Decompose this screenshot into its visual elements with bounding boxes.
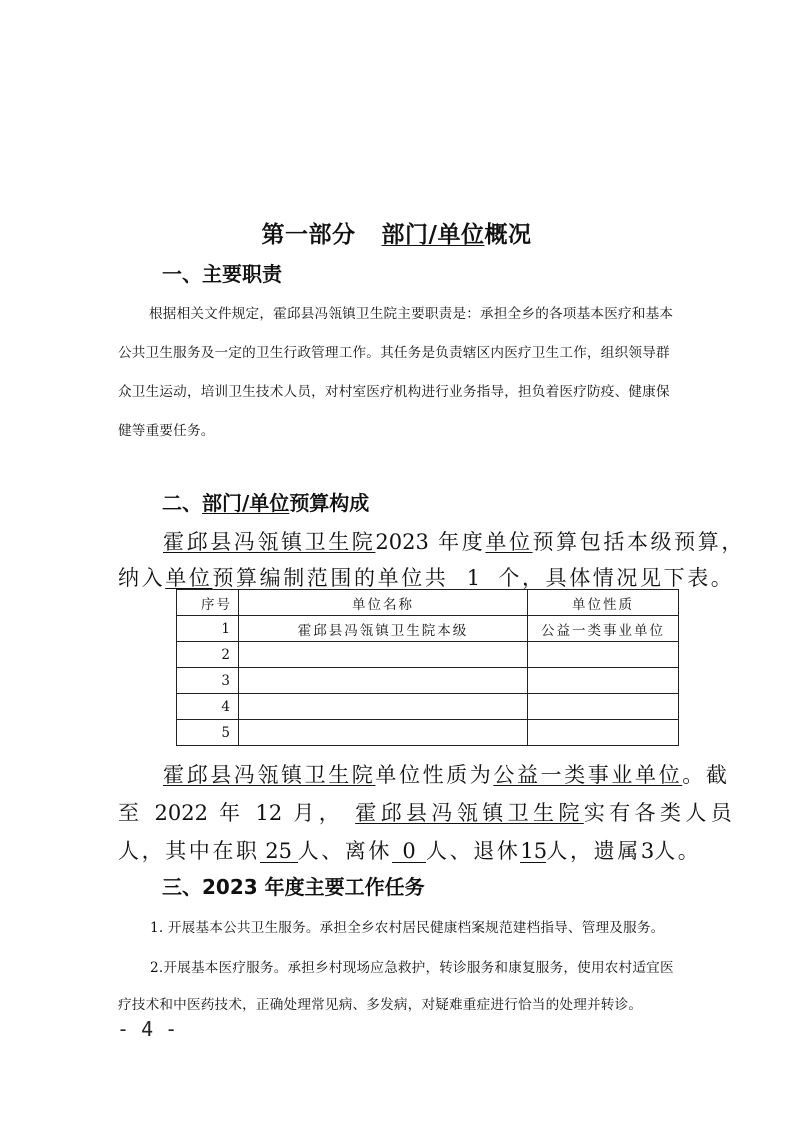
body-line: 公共卫生服务及一定的卫生行政管理工作。其任务是负责辖区内医疗卫生工作，组织领导群 [118, 345, 670, 361]
staffing-paragraph-line-2 [118, 797, 736, 827]
task-item-2-line-2: 疗技术和中医药技术，正确处理常见病、多发病，对疑难重症进行恰当的处理并转诊。 [118, 997, 643, 1013]
unit-word: 单位 [485, 530, 533, 554]
cell-nature [528, 720, 679, 746]
unit-name: 霍邱县冯瓴镇卫生院 [163, 763, 376, 787]
text: 人、退休 [426, 839, 521, 863]
text: 年度 [438, 530, 486, 554]
in-service-count: 25 [260, 840, 298, 863]
text: 单位性质为 [375, 763, 494, 787]
cell-nature: 公益一类事业单位 [528, 616, 679, 642]
month: 12 [255, 801, 283, 825]
unit-name: 霍邱县冯瓴镇卫生院 [355, 801, 584, 825]
text: 人、离休 [297, 839, 393, 863]
retired-count: 15 [520, 839, 548, 863]
cell-name: 霍邱县冯瓴镇卫生院本级 [239, 616, 528, 642]
budget-year: 2023 [375, 530, 429, 554]
text: 纳入 [118, 566, 166, 590]
table-row [177, 642, 679, 668]
cell-nature [528, 668, 679, 694]
text: 预算包括本级预算， [532, 530, 745, 554]
cell-name [239, 720, 528, 746]
text: 预算编制范围的单位共 [212, 566, 449, 590]
cell-nature [528, 694, 679, 720]
cell-no: 4 [177, 694, 239, 720]
part-title-prefix: 第一部分 [261, 222, 356, 248]
text: 实有各类人员 [583, 801, 737, 825]
staffing-paragraph-line-1 [163, 759, 729, 789]
table-row [177, 694, 679, 720]
section-heading-work-tasks: 三、2023 年度主要工作任务 [162, 875, 425, 899]
cell-no: 5 [177, 720, 239, 746]
survivors-count: 3 [640, 839, 655, 863]
heading-underlined: 部门/单位 [202, 491, 290, 515]
table-row [177, 720, 679, 746]
body-line: 根据相关文件规定，霍邱县冯瓴镇卫生院主要职责是：承担全乡的各项基本医疗和基本 [149, 306, 674, 322]
retired-cadre-count: 0 [392, 840, 426, 863]
cell-no: 1 [177, 616, 239, 642]
header-no: 序号 [177, 590, 239, 616]
table-row [177, 668, 679, 694]
part-title-underlined: 部门/单位 [381, 222, 485, 248]
unit-word: 单位 [165, 566, 213, 590]
budget-paragraph-line-1 [163, 526, 745, 556]
cell-name [239, 642, 528, 668]
staffing-paragraph-line-3 [118, 835, 701, 865]
year: 2022 [154, 801, 208, 825]
unit-name: 霍邱县冯瓴镇卫生院 [163, 530, 376, 554]
table-row [177, 616, 679, 642]
cell-name [239, 694, 528, 720]
page-number: - 4 - [117, 1017, 178, 1041]
cell-no: 2 [177, 642, 239, 668]
text: 年 [219, 801, 245, 825]
section-heading-responsibilities: 一、主要职责 [162, 262, 282, 286]
text: 至 [118, 801, 144, 825]
unit-nature: 公益一类事业单位 [493, 763, 683, 787]
text: 月， [293, 801, 345, 825]
section-heading-budget-composition [162, 487, 369, 516]
text: 人。 [654, 839, 702, 863]
text: 。截 [682, 763, 730, 787]
cell-nature [528, 642, 679, 668]
heading-prefix: 二、 [162, 491, 202, 515]
budget-paragraph-line-2 [118, 562, 734, 592]
unit-count: 1 [448, 567, 498, 590]
header-name: 单位名称 [239, 590, 528, 616]
task-item-1: 1. 开展基本公共卫生服务。承担全乡农村居民健康档案规范建档指导、管理及服务。 [150, 920, 665, 936]
table-header-row [177, 590, 679, 616]
body-line: 众卫生运动，培训卫生技术人员，对村室医疗机构进行业务指导，担负着医疗防疫、健康保 [118, 384, 670, 400]
heading-suffix: 预算构成 [289, 491, 370, 515]
cell-name [239, 668, 528, 694]
text: 人，其中在职 [118, 839, 260, 863]
header-nature: 单位性质 [528, 590, 679, 616]
cell-no: 3 [177, 668, 239, 694]
part-title [0, 216, 793, 249]
text: 人，遗属 [546, 839, 641, 863]
body-line: 健等重要任务。 [118, 423, 215, 439]
task-item-2-line-1: 2.开展基本医疗服务。承担乡村现场应急救护，转诊服务和康复服务，使用农村适宜医 [150, 960, 674, 976]
text: 个，具体情况见下表。 [498, 566, 735, 590]
part-title-suffix: 概况 [484, 222, 532, 248]
units-table [176, 589, 679, 746]
